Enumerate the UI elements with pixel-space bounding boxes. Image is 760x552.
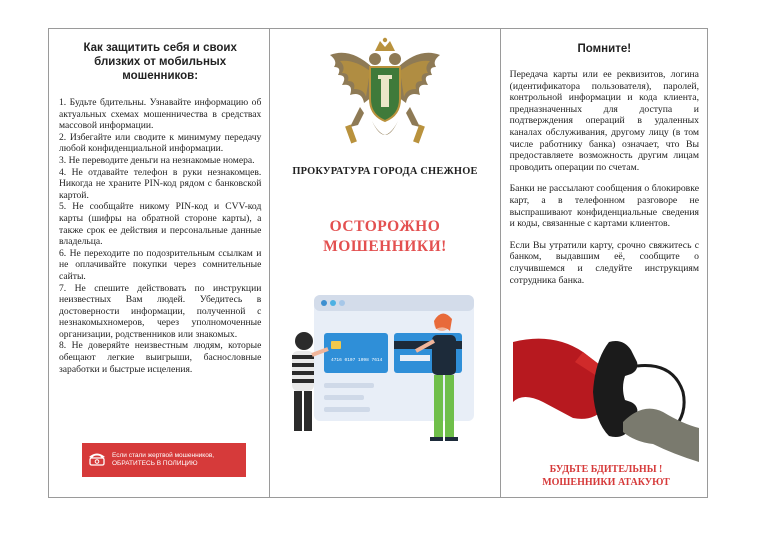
right-title: Помните! <box>577 43 632 55</box>
tip-item: 2. Избегайте или сводите к минимуму передачу любой конфиденциальной информации. <box>59 131 262 155</box>
phone-icon <box>88 449 106 472</box>
tip-item: 4. Не отдавайте телефон в руки незнакомцев. Никогда не храните PIN-код рядом с банковской картой. <box>59 166 262 201</box>
warning-line2: МОШЕННИКИ! <box>323 238 447 255</box>
middle-panel <box>270 29 500 497</box>
tip-item: 6. Не переходите по подозрительным ссылкам и не оплачивайте покупки через сомнительные сайты. <box>59 247 262 282</box>
tips-list <box>59 97 261 375</box>
office-name: ПРОКУРАТУРА ГОРОДА СНЕЖНОЕ <box>292 166 478 177</box>
reminder-paragraph: Если Вы утратили карту, срочно свяжитесь с банком, выдавшим её, сообщите о случившемся и следуйте инструкциям сотрудника банка. <box>509 239 699 286</box>
reminder-text <box>510 69 699 286</box>
fraud-illustration <box>284 291 484 476</box>
tip-item: 8. Не доверяйте неизвестным людям, которые обещают легкие выигрыши, баснословные заработки и быстрые исцеления. <box>59 340 262 375</box>
tip-item: 3. Не переводите деньги на незнакомые номера. <box>59 154 255 166</box>
banner-line1: Если стали жертвой мошенников, <box>112 452 215 459</box>
police-banner <box>82 443 246 477</box>
poster-line1: БУДЬТЕ БДИТЕЛЬНЫ ! <box>549 464 662 475</box>
left-title: Как защитить себя и своих близких от мобильных мошенников: <box>83 42 237 82</box>
banner-line2: ОБРАТИТЕСЬ В ПОЛИЦИЮ <box>112 460 198 467</box>
left-panel <box>49 29 270 497</box>
reminder-paragraph: Банки не рассылают сообщения о блокировке карт, а в телефонном разговоре не выспрашивают конфиденциальные сведения и коды, связанные с картами клиентов. <box>509 183 699 230</box>
poster-line2: МОШЕННИКИ АТАКУЮТ <box>541 477 670 488</box>
card-number: 4716 0107 1098 7614 <box>331 358 383 363</box>
tip-item: 7. Не спешите действовать по инструкции неизвестных Вам людей. Убедитесь в достоверности информации, полученной с незнакомыхномеров, через уполномоченные организации, родственников или знакомых. <box>59 282 262 340</box>
warning-line1: ОСТОРОЖНО <box>329 218 441 235</box>
tip-item: 5. Не сообщайте никому PIN-код и CVV-код карты (шифры на обратной стороне карты), а также срок ее действия и персональные данные владельца. <box>59 201 262 248</box>
reminder-paragraph: Передача карты или ее реквизитов, логина (идентификатора пользователя), паролей, контрольной информации и кода клиента, предназначенных для доступа и подтверждения операций в удаленных каналах обслуживания, другому лицу (в том числе работнику банка) означает, что Вы предоставляете возможность другим лицам проводить операции по счетам. <box>509 69 699 173</box>
phone-poster <box>513 332 699 495</box>
prosecutor-emblem <box>320 37 450 164</box>
leaflet-sheet <box>48 28 708 498</box>
warning-heading <box>270 217 499 257</box>
right-panel <box>501 29 707 497</box>
tip-item: 1. Будьте бдительны. Узнавайте информацию об актуальных схемах мошенничества в средствах массовой информации. <box>59 97 262 132</box>
